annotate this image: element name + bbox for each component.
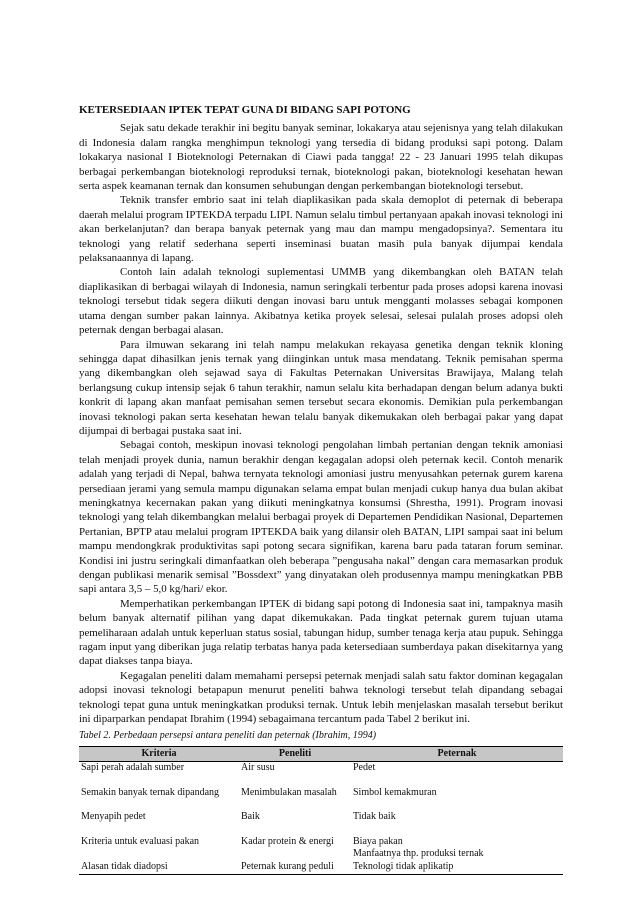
cell-peneliti: Peternak kurang peduli (239, 861, 351, 875)
table-header-row (79, 746, 563, 762)
paragraph-2: Teknik transfer embrio saat ini telah diaplikasikan pada skala demoplot di peternak di beberapa daerah melalui program IPTEKDA terpadu LIPI. Namun selalu timbul pertanyaan apakah inovasi teknologi ini akan berkelanjutan? dan berapa banyak peternak yang mau dan mampu mengadopsinya?. Sementara itu teknologi yang relatif sederhana seperti inseminasi buatan masih pula banyak dijumpai kendala pelaksanaannya di lapang. (79, 194, 563, 265)
cell-peneliti: Kadar protein & energi (241, 835, 334, 847)
cell-peneliti: Menimbulakan masalah (241, 786, 337, 798)
cell-kriteria: Sapi perah adalah sumber (81, 762, 185, 774)
cell-peternak (351, 836, 563, 861)
paragraph-1: Sejak satu dekade terakhir ini begitu banyak seminar, lokakarya atau sejenisnya yang telah dilakukan di Indonesia dalam rangka menghimpun teknologi yang tersedia di bidang produksi sapi potong. Dalam lokakarya nasional I Bioteknologi Peternakan di Ciawi pada tangga! 22 - 23 Januari 1995 telah dikupas berbagai perkembangan bioteknologi reproduksi ternak, bioteknologi pakan, bioteknologi kesehatan hewan serta aspek keamanan ternak dan konsumen sehubungan dengan perkembangan bioteknologi tersebut. (79, 122, 563, 193)
cell-peneliti: Air susu (241, 762, 275, 774)
cell-peternak: Simbol kemakmuran (353, 786, 437, 798)
paragraph-7: Kegagalan peneliti dalam memahami persepsi peternak menjadi salah satu faktor dominan kegagalan adopsi inovasi teknologi betapapun menurut peneliti bahwa teknologi tersebut telah dipandang sebagai teknologi tepat guna untuk meningkatkan produksi ternak. Untuk lebih menjelaskan masalah tersebut berikut ini diparparkan pendapat Ibrahim (1994) sebagaimana tercantum pada Tabel 2 berikut ini. (79, 669, 563, 726)
perception-table (79, 746, 563, 876)
section-title: KETERSEDIAAN IPTEK TEPAT GUNA DI BIDANG SAPI POTONG (79, 104, 411, 116)
table-row (79, 836, 563, 861)
cell-kriteria: Alasan tidak diadopsi (79, 861, 239, 875)
cell-peternak: Tidak baik (353, 811, 396, 823)
cell-peternak-line-2: Manfaatnya thp. produksi ternak (353, 848, 484, 860)
cell-kriteria: Semakin banyak ternak dipandang (81, 786, 220, 798)
table-row (79, 811, 563, 836)
paragraph-5: Sebagai contoh, meskipun inovasi teknologi pengolahan limbah pertanian dengan teknik amoniasi telah menjadi proyek dunia, namun berakhir dengan kegagalan adopsi oleh peternak kecil. Contoh menarik adalah yang terjadi di Nepal, bahwa ternyata teknologi amoniasi justru menyusahkan peternak gurem karena persediaan jerami yang semula mampu digunakan selama empat bulan menjadi cukup hanya dua bulan akibat meningkatnya kecernakan pakan yang diikuti meningkatnya konsumsi (Shrestha, 1991). Program inovasi teknologi yang telah dikembangkan melalui berbagai proyek di Departemen Pendidikan Nasional, Departemen Pertanian, BPTP atau melalui program IPTEKDA baik yang dilansir oleh BATAN, LIPI sampai saat ini belum mampu mendongkrak produktivitas sapi potong secara signifikan, karena baru pada tataran forum seminar. Kondisi ini justru seringkali dimanfaatkan oleh beberapa ”pengusaha nakal” dengan cara memasarkan produk dengan publikasi menarik semisal ”Bossdext” yang dinyatakan oleh produsennya mampu meningkatkan PBB sapi antara 3,5 – 5,0 kg/hari/ ekor. (79, 439, 563, 596)
cell-peternak: Teknologi tidak aplikatip (351, 861, 563, 875)
paragraph-6: Memperhatikan perkembangan IPTEK di bidang sapi potong di Indonesia saat ini, tampaknya masih belum banyak alternatif pilihan yang dapat dikemukakan. Pada tingkat peternak gurem tujuan utama pemeliharaan adalah untuk keperluan status sosial, tabungan hidup, sumber tenaga kerja atau pupuk. Sehingga ragam input yang diberikan juga relatip terbatas hanya pada ketersediaan sumberdaya pakan disekitarnya yang dapat diakses tanpa biaya. (79, 597, 563, 668)
paragraph-3: Contoh lain adalah teknologi suplementasi UMMB yang dikembangkan oleh BATAN telah diaplikasikan di berbagai wilayah di Indonesia, namun seringkali terbentur pada proses adopsi karena inovasi teknologi tersebut tidak segera diikuti dengan inovasi baru untuk mengganti molasses sebagai komponen utama dengan sumber pakan lainnya. Akibatnya ketika proyek selesai, selesai pulalah proses adopsi oleh peternak dengan berbagai alasan. (79, 266, 563, 337)
cell-peternak: Pedet (353, 762, 376, 774)
cell-peneliti: Baik (241, 811, 260, 823)
table-row (79, 787, 563, 812)
cell-kriteria: Menyapih pedet (81, 811, 146, 823)
document-page (79, 103, 563, 875)
cell-kriteria: Kriteria untuk evaluasi pakan (81, 835, 200, 847)
table-caption: Tabel 2. Perbedaan persepsi antara peneliti dan peternak (Ibrahim, 1994) (79, 730, 377, 742)
cell-peternak-line-1: Biaya pakan (353, 835, 403, 847)
header-kriteria: Kriteria (79, 746, 239, 762)
table-row (79, 861, 563, 875)
table-row (79, 762, 563, 787)
header-peneliti: Peneliti (239, 746, 351, 762)
paragraph-4: Para ilmuwan sekarang ini telah nampu melakukan rekayasa genetika dengan teknik kloning sehingga dapat dihasilkan jenis ternak yang diinginkan untuk masa mendatang. Teknik pemisahan sperma yang dikembangkan oleh sejawad saya di Fakultas Peternakan Universitas Brawijaya, Malang telah berlangsung cukup intensip sejak 6 tahun terakhir, namun selalu kita berhadapan dengan belum adanya bukti konkrit di lapang akan manfaat pemisahan semen tersebut secara ekonomis. Demikian pula perkembangan inovasi teknologi pakan serta kesehatan hewan telalu banyak dikemukakan oleh berbagai pakar yang dapat dijumpai di berbagai pustaka saat ini. (79, 338, 563, 437)
header-peternak: Peternak (351, 746, 563, 762)
